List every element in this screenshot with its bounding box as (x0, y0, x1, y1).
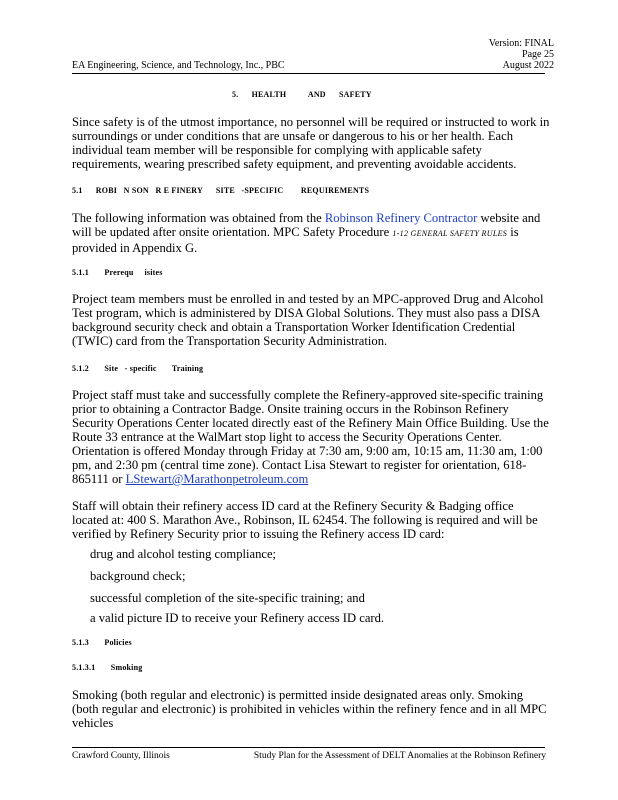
section-5-1-1-paragraph: Project team members must be enrolled in and tested by an MPC-approved Drug and Alcohol Test program, which is administered by DISA Global Solutions. They must also pass a DISA background security check and obtain a Transportation Worker Identification Credential (TWIC) card from the Transportation Security Administration. (72, 292, 544, 348)
section-5-paragraph: Since safety is of the utmost importance, no personnel will be required or instructed to work in surroundings or under conditions that are unsafe or dangerous to his or her health. Each individual team member will be responsible for complying with applicable safety requirements, wearing prescribed safety equipment, and preventing avoidable accidents. (72, 115, 550, 171)
section-5-1-text-c: is provided in Appendix G. (72, 225, 519, 255)
section-5-1-1-heading: 5.1.1 Prerequ isites (72, 268, 163, 277)
section-5-1-paragraph (72, 211, 550, 255)
lisa-stewart-email-link[interactable]: LStewart@Marathonpetroleum.com (125, 472, 309, 486)
section-5-1-2-paragraph (72, 388, 550, 486)
document-version: Version: FINAL (488, 38, 554, 49)
section-5-1-2-heading: 5.1.2 Site - specific Training (72, 364, 204, 373)
robinson-refinery-contractor-link[interactable]: Robinson Refinery Contractor (324, 211, 478, 225)
company-name: EA Engineering, Science, and Technology, Inc., PBC (72, 60, 285, 71)
requirement-list-item: a valid picture ID to receive your Refinery access ID card. (90, 611, 385, 625)
section-5-1-text-a: The following information was obtained from the (72, 211, 325, 225)
section-5-1-2-text-a: Project staff must take and successfully complete the Refinery-approved site-specific training prior to obtaining a Contractor Badge. Onsite training occurs in the Robinson Refinery Security Operations Center located directly east of the Refinery Main Office Building. Use the Route 33 entrance at the WalMart stop light to access the Security Operations Center. Orientation is offered Monday through Friday at 7:30 am, 9:00 am, 10:15 am, 11:30 am, 1:00 pm, and 2:30 pm (central time zone). Contact Lisa Stewart to register for orientation, 618-865111 or (72, 388, 549, 486)
section-5-1-text-b: website and will be updated after onsite orientation. MPC Safety Procedure (72, 211, 541, 239)
section-5-1-3-1-paragraph: Smoking (both regular and electronic) is permitted inside designated areas only. Smoking (both regular and electronic) is prohibited in vehicles within the refinery fence and in all MPC vehicles (72, 688, 547, 730)
header-divider (72, 73, 545, 74)
safety-procedure-reference: 1-12 GENERAL SAFETY RULES (392, 229, 508, 238)
page-number: Page 25 (522, 49, 554, 60)
document-date: August 2022 (502, 60, 554, 71)
section-5-heading: 5. HEALTH AND SAFETY (232, 90, 372, 99)
footer-location: Crawford County, Illinois (72, 751, 170, 761)
section-5-1-heading: 5.1 ROBI N SON R E FINERY SITE -SPECIFIC REQUIREMENTS (72, 186, 370, 195)
section-5-1-3-heading: 5.1.3 Policies (72, 638, 132, 647)
requirement-list-item: background check; (90, 569, 186, 583)
section-5-1-2-id-card-paragraph: Staff will obtain their refinery access ID card at the Refinery Security & Badging office located at: 400 S. Marathon Ave., Robinson, IL 62454. The following is required and will be verified by Refinery Security prior to issuing the Refinery access ID card: (72, 499, 538, 541)
footer-divider (72, 747, 545, 748)
section-5-1-3-1-heading: 5.1.3.1 Smoking (72, 663, 143, 672)
footer-document-title: Study Plan for the Assessment of DELT Anomalies at the Robinson Refinery (253, 751, 546, 761)
requirement-list-item: successful completion of the site-specific training; and (90, 591, 365, 605)
requirement-list-item: drug and alcohol testing compliance; (90, 547, 277, 561)
